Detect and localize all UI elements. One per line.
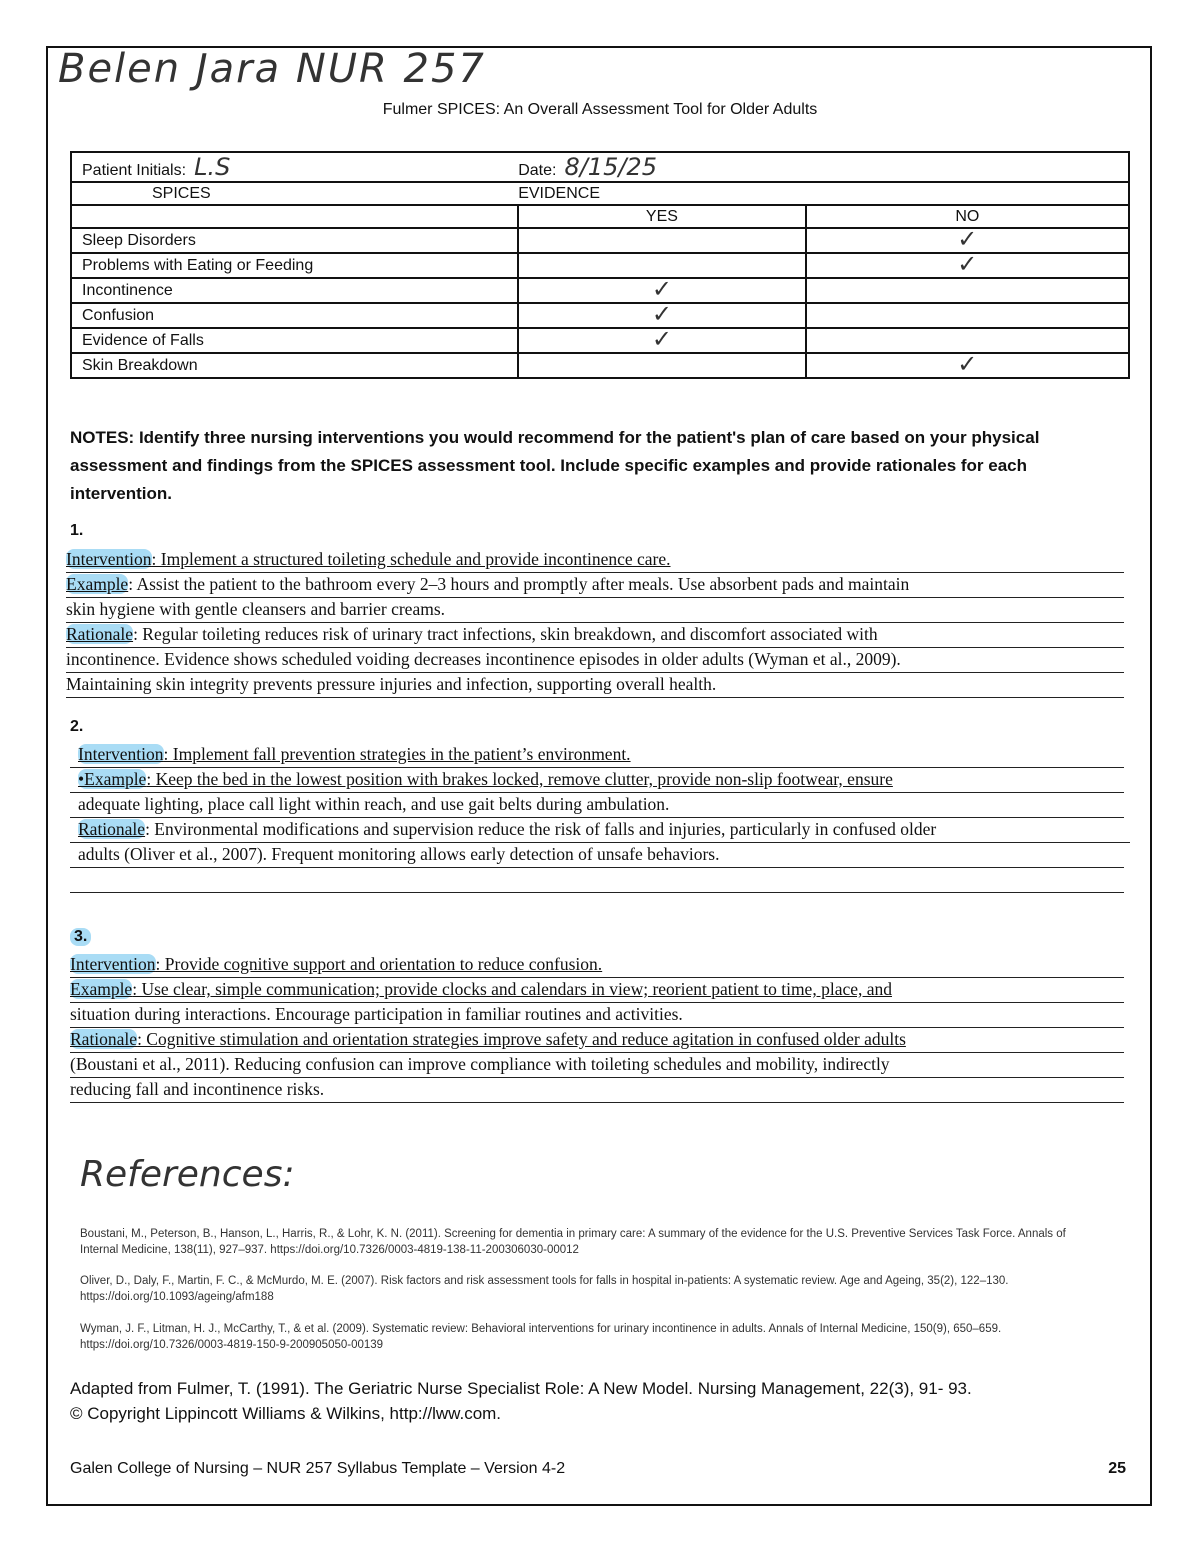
intervention-1-rationale-line <box>66 623 1124 648</box>
handwritten-student-name: Belen Jara NUR 257 <box>58 46 486 92</box>
intervention-3-label: Intervention <box>70 954 156 974</box>
date-value: 8/15/25 <box>564 153 657 181</box>
intervention-2-rationale-line <box>70 818 1130 843</box>
intervention-3-line <box>70 953 1124 978</box>
intervention-1-example-text: : Assist the patient to the bathroom every 2–3 hours and promptly after meals. Use absorbent pads and maintain <box>128 574 910 594</box>
yes-cell <box>518 353 805 378</box>
intervention-1-rationale-text: : Regular toileting reduces risk of urinary tract infections, skin breakdown, and discomfort associated with <box>133 624 878 644</box>
intervention-3-text: : Provide cognitive support and orientation to reduce confusion. <box>155 954 603 974</box>
intervention-2-label: Intervention <box>78 744 164 764</box>
spices-row-label: Sleep Disorders <box>71 228 518 253</box>
patient-initials-label: Patient Initials: <box>82 162 187 179</box>
adapted-line-1: Adapted from Fulmer, T. (1991). The Geriatric Nurse Specialist Role: A New Model. Nursing Management, 22(3), 91- 93. <box>70 1379 972 1398</box>
checkmark-icon: ✓ <box>957 225 978 253</box>
header-row <box>71 182 1129 205</box>
spices-row-label: Problems with Eating or Feeding <box>71 253 518 278</box>
intervention-1-example-label: Example <box>66 574 129 594</box>
spices-row-label: Evidence of Falls <box>71 328 518 353</box>
notes-instructions: NOTES: Identify three nursing interventions you would recommend for the patient's plan of care based on your physical assessment and findings from the SPICES assessment tool. Include specific examples and provide rationales for each intervention. <box>70 428 1040 503</box>
checkmark-icon: ✓ <box>957 350 978 378</box>
intervention-1-example-cont: skin hygiene with gentle cleansers and barrier creams. <box>66 598 1124 623</box>
patient-initials-value: L.S <box>194 153 231 181</box>
spices-row-label: Skin Breakdown <box>71 353 518 378</box>
adapted-line-2: © Copyright Lippincott Williams & Wilkins, http://lww.com. <box>70 1404 502 1423</box>
spices-row-label: Incontinence <box>71 278 518 303</box>
intervention-2-example-text: : Keep the bed in the lowest position with brakes locked, remove clutter, provide non-slip footwear, ensure <box>146 769 893 789</box>
checkmark-icon: ✓ <box>651 275 672 303</box>
reference-item: Wyman, J. F., Litman, H. J., McCarthy, T., & et al. (2009). Systematic review: Behavioral interventions for urinary incontinence in adults. Annals of Internal Medicine, 150(9), 650–659. https://doi.org/10.7326/0003-4819-150-9-200905050-00139 <box>80 1323 1002 1351</box>
blank-header-cell <box>71 205 518 228</box>
intervention-2-text: : Implement fall prevention strategies in the patient’s environment. <box>163 744 631 764</box>
intervention-3-example-label: Example <box>70 979 133 999</box>
intervention-1-rationale-cont-1: incontinence. Evidence shows scheduled voiding decreases incontinence episodes in older adults (Wyman et al., 2009). <box>66 648 1124 673</box>
spices-row <box>71 353 1129 378</box>
references-heading: References: <box>80 1154 295 1195</box>
intervention-2-rationale-text: : Environmental modifications and supervision reduce the risk of falls and injuries, particularly in confused older <box>145 819 937 839</box>
intervention-2-number: 2. <box>70 718 84 735</box>
no-cell <box>806 303 1129 328</box>
intervention-1-text: : Implement a structured toileting schedule and provide incontinence care. <box>151 549 671 569</box>
evidence-header-cell <box>518 182 1129 205</box>
spices-row <box>71 303 1129 328</box>
reference-item: Boustani, M., Peterson, B., Hanson, L., Harris, R., & Lohr, K. N. (2011). Screening for dementia in primary care: A summary of the evidence for the U.S. Preventive Services Task Force. Annals of Internal Medicine, 138(11), 927–937. https://doi.org/10.7326/0003-4819-138-11-200306030-00012 <box>80 1228 1066 1256</box>
intervention-3-rationale-text: : Cognitive stimulation and orientation strategies improve safety and reduce agitation in confused older adults <box>137 1029 906 1049</box>
intervention-1-line <box>66 548 1124 573</box>
intervention-3-rationale-cont-2: reducing fall and incontinence risks. <box>70 1078 1124 1103</box>
intervention-1-number: 1. <box>70 522 84 539</box>
date-cell <box>518 152 1129 182</box>
intervention-2-rationale-label: Rationale <box>78 819 146 839</box>
no-cell <box>806 250 1129 278</box>
footer-text: Galen College of Nursing – NUR 257 Syllabus Template – Version 4-2 <box>70 1460 566 1477</box>
yes-cell <box>518 228 805 253</box>
patient-info-row <box>71 152 1129 182</box>
page-number: 25 <box>1108 1460 1126 1477</box>
evidence-header: EVIDENCE <box>518 184 600 202</box>
spices-table <box>70 151 1130 379</box>
spices-row-label: Confusion <box>71 303 518 328</box>
spices-row <box>71 278 1129 303</box>
intervention-3-rationale-label: Rationale <box>70 1029 138 1049</box>
no-header: NO <box>806 205 1129 228</box>
intervention-1-rationale-cont-2: Maintaining skin integrity prevents pressure injuries and infection, supporting overall health. <box>66 673 1124 698</box>
intervention-3-number: 3. <box>70 928 91 946</box>
intervention-3-example-cont: situation during interactions. Encourage participation in familiar routines and activities. <box>70 1003 1124 1028</box>
no-cell <box>806 350 1129 378</box>
spices-row <box>71 253 1129 278</box>
checkmark-icon: ✓ <box>651 325 672 353</box>
intervention-3-example-line <box>70 978 1124 1003</box>
yes-header: YES <box>518 205 805 228</box>
checkmark-icon: ✓ <box>651 300 672 328</box>
checkmark-icon: ✓ <box>957 250 978 278</box>
intervention-2-line <box>70 743 1124 768</box>
intervention-2-example-line <box>70 768 1124 793</box>
yes-cell <box>518 325 805 353</box>
intervention-3-example-text: : Use clear, simple communication; provide clocks and calendars in view; reorient patient to time, place, and <box>132 979 893 999</box>
intervention-2-example-label: •Example <box>78 769 147 789</box>
spices-header-cell <box>71 182 518 205</box>
intervention-1-example-line <box>66 573 1124 598</box>
patient-initials-cell <box>71 152 518 182</box>
intervention-2-rationale-cont: adults (Oliver et al., 2007). Frequent monitoring allows early detection of unsafe behaviors. <box>70 843 1124 868</box>
blank-rule <box>70 868 1124 893</box>
no-cell <box>806 278 1129 303</box>
intervention-2-example-cont: adequate lighting, place call light within reach, and use gait belts during ambulation. <box>70 793 1124 818</box>
adapted-citation <box>70 1376 1150 1426</box>
spices-header: SPICES <box>152 184 211 202</box>
reference-item: Oliver, D., Daly, F., Martin, F. C., & McMurdo, M. E. (2007). Risk factors and risk assessment tools for falls in hospital in-patients: A systematic review. Age and Ageing, 35(2), 122–130. https://doi.org/10.1093/ageing/afm188 <box>80 1275 1009 1303</box>
intervention-1-label: Intervention <box>66 549 152 569</box>
intervention-3-rationale-cont-1: (Boustani et al., 2011). Reducing confusion can improve compliance with toileting schedules and mobility, indirectly <box>70 1053 1124 1078</box>
document-title: Fulmer SPICES: An Overall Assessment Tool for Older Adults <box>382 101 818 118</box>
intervention-3-rationale-line <box>70 1028 1124 1053</box>
intervention-1-rationale-label: Rationale <box>66 624 134 644</box>
date-label: Date: <box>518 162 557 179</box>
